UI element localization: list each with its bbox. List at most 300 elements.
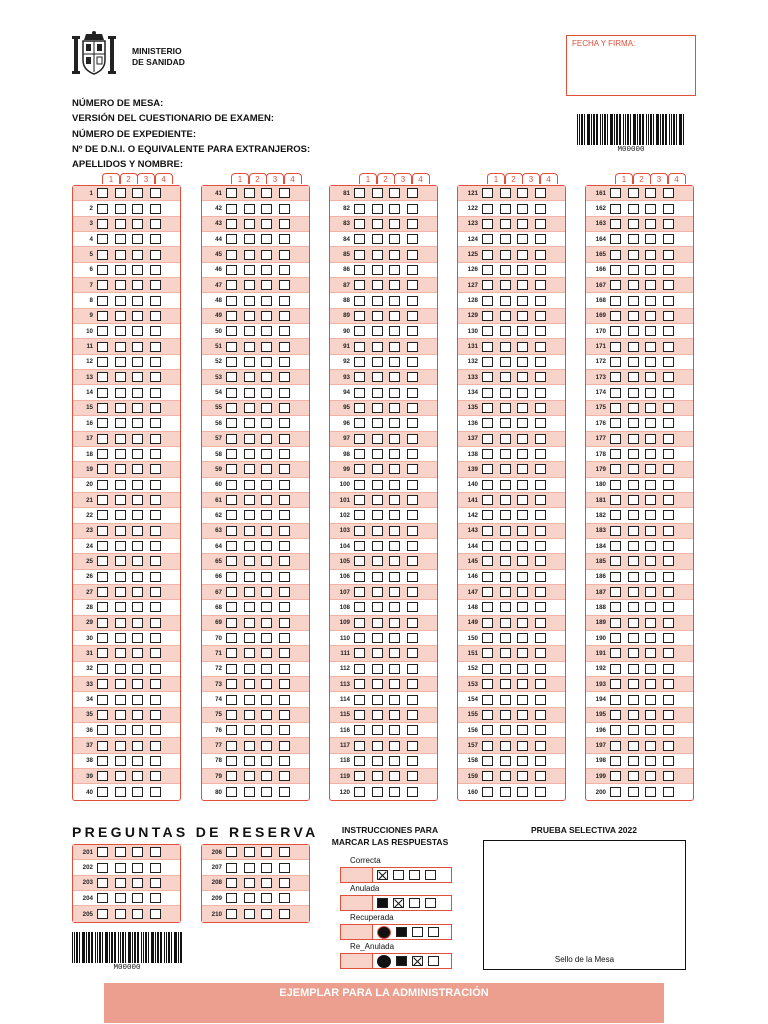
answer-checkbox[interactable] (535, 311, 546, 321)
answer-checkbox[interactable] (372, 572, 383, 582)
answer-checkbox[interactable] (244, 787, 255, 797)
answer-checkbox[interactable] (500, 556, 511, 566)
answer-checkbox[interactable] (628, 710, 639, 720)
answer-checkbox[interactable] (610, 679, 621, 689)
answer-checkbox[interactable] (407, 541, 418, 551)
answer-checkbox[interactable] (244, 480, 255, 490)
answer-checkbox[interactable] (279, 618, 290, 628)
answer-checkbox[interactable] (482, 771, 493, 781)
answer-checkbox[interactable] (115, 893, 126, 903)
answer-checkbox[interactable] (226, 572, 237, 582)
answer-checkbox[interactable] (500, 633, 511, 643)
answer-checkbox[interactable] (407, 219, 418, 229)
answer-checkbox[interactable] (500, 357, 511, 367)
answer-checkbox[interactable] (261, 234, 272, 244)
answer-checkbox[interactable] (132, 403, 143, 413)
answer-checkbox[interactable] (500, 296, 511, 306)
answer-checkbox[interactable] (663, 633, 674, 643)
answer-checkbox[interactable] (226, 311, 237, 321)
answer-checkbox[interactable] (244, 403, 255, 413)
answer-checkbox[interactable] (354, 265, 365, 275)
answer-checkbox[interactable] (115, 311, 126, 321)
answer-checkbox[interactable] (663, 449, 674, 459)
answer-checkbox[interactable] (663, 771, 674, 781)
answer-checkbox[interactable] (372, 541, 383, 551)
answer-checkbox[interactable] (372, 464, 383, 474)
answer-checkbox[interactable] (115, 357, 126, 367)
answer-checkbox[interactable] (389, 403, 400, 413)
answer-checkbox[interactable] (97, 648, 108, 658)
answer-checkbox[interactable] (279, 188, 290, 198)
answer-checkbox[interactable] (645, 710, 656, 720)
answer-checkbox[interactable] (663, 541, 674, 551)
answer-checkbox[interactable] (150, 602, 161, 612)
answer-checkbox[interactable] (645, 480, 656, 490)
answer-checkbox[interactable] (500, 602, 511, 612)
answer-checkbox[interactable] (244, 602, 255, 612)
answer-checkbox[interactable] (115, 204, 126, 214)
answer-checkbox[interactable] (610, 204, 621, 214)
answer-checkbox[interactable] (517, 756, 528, 766)
answer-checkbox[interactable] (482, 710, 493, 720)
answer-checkbox[interactable] (354, 710, 365, 720)
answer-checkbox[interactable] (610, 510, 621, 520)
answer-checkbox[interactable] (517, 326, 528, 336)
answer-checkbox[interactable] (279, 679, 290, 689)
answer-checkbox[interactable] (244, 418, 255, 428)
answer-checkbox[interactable] (97, 342, 108, 352)
answer-checkbox[interactable] (226, 541, 237, 551)
answer-checkbox[interactable] (261, 572, 272, 582)
answer-checkbox[interactable] (226, 756, 237, 766)
answer-checkbox[interactable] (407, 280, 418, 290)
answer-checkbox[interactable] (628, 418, 639, 428)
answer-checkbox[interactable] (115, 602, 126, 612)
answer-checkbox[interactable] (115, 388, 126, 398)
answer-checkbox[interactable] (261, 893, 272, 903)
answer-checkbox[interactable] (628, 725, 639, 735)
answer-checkbox[interactable] (132, 418, 143, 428)
answer-checkbox[interactable] (132, 587, 143, 597)
answer-checkbox[interactable] (261, 342, 272, 352)
answer-checkbox[interactable] (354, 403, 365, 413)
answer-checkbox[interactable] (517, 664, 528, 674)
answer-checkbox[interactable] (132, 863, 143, 873)
answer-checkbox[interactable] (354, 464, 365, 474)
answer-checkbox[interactable] (500, 342, 511, 352)
answer-checkbox[interactable] (97, 372, 108, 382)
answer-checkbox[interactable] (372, 756, 383, 766)
answer-checkbox[interactable] (407, 296, 418, 306)
answer-checkbox[interactable] (535, 250, 546, 260)
answer-checkbox[interactable] (244, 526, 255, 536)
answer-checkbox[interactable] (517, 741, 528, 751)
answer-checkbox[interactable] (645, 449, 656, 459)
answer-checkbox[interactable] (610, 787, 621, 797)
answer-checkbox[interactable] (645, 418, 656, 428)
answer-checkbox[interactable] (150, 587, 161, 597)
answer-checkbox[interactable] (97, 280, 108, 290)
answer-checkbox[interactable] (279, 480, 290, 490)
answer-checkbox[interactable] (517, 587, 528, 597)
answer-checkbox[interactable] (132, 495, 143, 505)
answer-checkbox[interactable] (663, 403, 674, 413)
answer-checkbox[interactable] (150, 250, 161, 260)
answer-checkbox[interactable] (372, 403, 383, 413)
answer-checkbox[interactable] (482, 787, 493, 797)
answer-checkbox[interactable] (261, 556, 272, 566)
answer-checkbox[interactable] (132, 372, 143, 382)
answer-checkbox[interactable] (610, 633, 621, 643)
answer-checkbox[interactable] (407, 756, 418, 766)
answer-checkbox[interactable] (132, 342, 143, 352)
answer-checkbox[interactable] (517, 418, 528, 428)
answer-checkbox[interactable] (372, 219, 383, 229)
answer-checkbox[interactable] (500, 449, 511, 459)
answer-checkbox[interactable] (407, 725, 418, 735)
answer-checkbox[interactable] (389, 204, 400, 214)
answer-checkbox[interactable] (645, 787, 656, 797)
answer-checkbox[interactable] (482, 250, 493, 260)
answer-checkbox[interactable] (372, 495, 383, 505)
answer-checkbox[interactable] (354, 526, 365, 536)
answer-checkbox[interactable] (663, 418, 674, 428)
answer-checkbox[interactable] (372, 664, 383, 674)
answer-checkbox[interactable] (535, 372, 546, 382)
answer-checkbox[interactable] (535, 449, 546, 459)
answer-checkbox[interactable] (279, 265, 290, 275)
answer-checkbox[interactable] (244, 741, 255, 751)
answer-checkbox[interactable] (645, 403, 656, 413)
answer-checkbox[interactable] (372, 679, 383, 689)
answer-checkbox[interactable] (372, 296, 383, 306)
answer-checkbox[interactable] (517, 234, 528, 244)
answer-checkbox[interactable] (535, 787, 546, 797)
answer-checkbox[interactable] (261, 847, 272, 857)
answer-checkbox[interactable] (226, 326, 237, 336)
answer-checkbox[interactable] (628, 464, 639, 474)
answer-checkbox[interactable] (407, 311, 418, 321)
answer-checkbox[interactable] (500, 587, 511, 597)
answer-checkbox[interactable] (610, 188, 621, 198)
answer-checkbox[interactable] (226, 893, 237, 903)
answer-checkbox[interactable] (663, 480, 674, 490)
answer-checkbox[interactable] (354, 787, 365, 797)
answer-checkbox[interactable] (97, 326, 108, 336)
answer-checkbox[interactable] (535, 541, 546, 551)
answer-checkbox[interactable] (115, 572, 126, 582)
answer-checkbox[interactable] (279, 878, 290, 888)
answer-checkbox[interactable] (115, 495, 126, 505)
answer-checkbox[interactable] (645, 388, 656, 398)
answer-checkbox[interactable] (132, 572, 143, 582)
answer-checkbox[interactable] (535, 710, 546, 720)
answer-checkbox[interactable] (372, 188, 383, 198)
answer-checkbox[interactable] (244, 771, 255, 781)
answer-checkbox[interactable] (115, 556, 126, 566)
answer-checkbox[interactable] (261, 510, 272, 520)
answer-checkbox[interactable] (97, 234, 108, 244)
answer-checkbox[interactable] (354, 188, 365, 198)
answer-checkbox[interactable] (645, 679, 656, 689)
answer-checkbox[interactable] (115, 664, 126, 674)
answer-checkbox[interactable] (150, 296, 161, 306)
answer-checkbox[interactable] (645, 250, 656, 260)
answer-checkbox[interactable] (354, 556, 365, 566)
answer-checkbox[interactable] (500, 265, 511, 275)
answer-checkbox[interactable] (226, 342, 237, 352)
answer-checkbox[interactable] (610, 250, 621, 260)
answer-checkbox[interactable] (279, 296, 290, 306)
answer-checkbox[interactable] (500, 234, 511, 244)
answer-checkbox[interactable] (645, 771, 656, 781)
answer-checkbox[interactable] (150, 449, 161, 459)
answer-checkbox[interactable] (517, 572, 528, 582)
answer-checkbox[interactable] (132, 787, 143, 797)
answer-checkbox[interactable] (628, 326, 639, 336)
answer-checkbox[interactable] (535, 526, 546, 536)
answer-checkbox[interactable] (610, 756, 621, 766)
answer-checkbox[interactable] (354, 695, 365, 705)
answer-checkbox[interactable] (500, 403, 511, 413)
answer-checkbox[interactable] (610, 618, 621, 628)
answer-checkbox[interactable] (610, 664, 621, 674)
answer-checkbox[interactable] (517, 311, 528, 321)
answer-checkbox[interactable] (517, 618, 528, 628)
answer-checkbox[interactable] (407, 618, 418, 628)
answer-checkbox[interactable] (244, 847, 255, 857)
answer-checkbox[interactable] (407, 342, 418, 352)
answer-checkbox[interactable] (389, 618, 400, 628)
answer-checkbox[interactable] (535, 434, 546, 444)
answer-checkbox[interactable] (663, 602, 674, 612)
answer-checkbox[interactable] (150, 633, 161, 643)
answer-checkbox[interactable] (261, 741, 272, 751)
answer-checkbox[interactable] (372, 388, 383, 398)
answer-checkbox[interactable] (226, 357, 237, 367)
answer-checkbox[interactable] (517, 403, 528, 413)
answer-checkbox[interactable] (261, 587, 272, 597)
answer-checkbox[interactable] (261, 449, 272, 459)
answer-checkbox[interactable] (150, 265, 161, 275)
answer-checkbox[interactable] (261, 618, 272, 628)
answer-checkbox[interactable] (115, 587, 126, 597)
answer-checkbox[interactable] (372, 556, 383, 566)
answer-checkbox[interactable] (610, 449, 621, 459)
answer-checkbox[interactable] (279, 541, 290, 551)
answer-checkbox[interactable] (150, 572, 161, 582)
answer-checkbox[interactable] (97, 572, 108, 582)
answer-checkbox[interactable] (150, 188, 161, 198)
answer-checkbox[interactable] (389, 572, 400, 582)
answer-checkbox[interactable] (389, 495, 400, 505)
answer-checkbox[interactable] (663, 495, 674, 505)
answer-checkbox[interactable] (279, 234, 290, 244)
answer-checkbox[interactable] (354, 234, 365, 244)
answer-checkbox[interactable] (500, 710, 511, 720)
answer-checkbox[interactable] (115, 403, 126, 413)
answer-checkbox[interactable] (372, 280, 383, 290)
answer-checkbox[interactable] (150, 480, 161, 490)
answer-checkbox[interactable] (407, 250, 418, 260)
answer-checkbox[interactable] (517, 510, 528, 520)
answer-checkbox[interactable] (663, 510, 674, 520)
answer-checkbox[interactable] (150, 234, 161, 244)
answer-checkbox[interactable] (645, 556, 656, 566)
answer-checkbox[interactable] (115, 679, 126, 689)
answer-checkbox[interactable] (535, 556, 546, 566)
answer-checkbox[interactable] (500, 695, 511, 705)
answer-checkbox[interactable] (500, 204, 511, 214)
answer-checkbox[interactable] (389, 741, 400, 751)
answer-checkbox[interactable] (132, 326, 143, 336)
answer-checkbox[interactable] (663, 250, 674, 260)
answer-checkbox[interactable] (628, 771, 639, 781)
answer-checkbox[interactable] (226, 296, 237, 306)
answer-checkbox[interactable] (244, 296, 255, 306)
answer-checkbox[interactable] (226, 265, 237, 275)
answer-checkbox[interactable] (261, 771, 272, 781)
answer-checkbox[interactable] (389, 326, 400, 336)
answer-checkbox[interactable] (389, 541, 400, 551)
answer-checkbox[interactable] (279, 372, 290, 382)
answer-checkbox[interactable] (407, 556, 418, 566)
answer-checkbox[interactable] (261, 326, 272, 336)
answer-checkbox[interactable] (628, 679, 639, 689)
answer-checkbox[interactable] (663, 556, 674, 566)
answer-checkbox[interactable] (226, 526, 237, 536)
answer-checkbox[interactable] (535, 204, 546, 214)
answer-checkbox[interactable] (279, 771, 290, 781)
answer-checkbox[interactable] (226, 633, 237, 643)
answer-checkbox[interactable] (261, 863, 272, 873)
answer-checkbox[interactable] (372, 695, 383, 705)
answer-checkbox[interactable] (389, 357, 400, 367)
answer-checkbox[interactable] (372, 587, 383, 597)
answer-checkbox[interactable] (610, 296, 621, 306)
answer-checkbox[interactable] (261, 695, 272, 705)
answer-checkbox[interactable] (97, 771, 108, 781)
answer-checkbox[interactable] (482, 388, 493, 398)
answer-checkbox[interactable] (132, 526, 143, 536)
answer-checkbox[interactable] (150, 695, 161, 705)
answer-checkbox[interactable] (354, 741, 365, 751)
answer-checkbox[interactable] (115, 633, 126, 643)
answer-checkbox[interactable] (261, 388, 272, 398)
answer-checkbox[interactable] (354, 280, 365, 290)
answer-checkbox[interactable] (244, 587, 255, 597)
answer-checkbox[interactable] (389, 311, 400, 321)
answer-checkbox[interactable] (500, 434, 511, 444)
answer-checkbox[interactable] (97, 756, 108, 766)
answer-checkbox[interactable] (628, 633, 639, 643)
answer-checkbox[interactable] (500, 756, 511, 766)
answer-checkbox[interactable] (150, 787, 161, 797)
answer-checkbox[interactable] (115, 725, 126, 735)
answer-checkbox[interactable] (279, 449, 290, 459)
answer-checkbox[interactable] (97, 296, 108, 306)
answer-checkbox[interactable] (628, 587, 639, 597)
answer-checkbox[interactable] (261, 633, 272, 643)
answer-checkbox[interactable] (645, 725, 656, 735)
answer-checkbox[interactable] (244, 695, 255, 705)
answer-checkbox[interactable] (407, 664, 418, 674)
answer-checkbox[interactable] (610, 311, 621, 321)
answer-checkbox[interactable] (663, 618, 674, 628)
answer-checkbox[interactable] (97, 878, 108, 888)
answer-checkbox[interactable] (500, 725, 511, 735)
answer-checkbox[interactable] (261, 219, 272, 229)
answer-checkbox[interactable] (407, 204, 418, 214)
answer-checkbox[interactable] (244, 618, 255, 628)
answer-checkbox[interactable] (97, 388, 108, 398)
answer-checkbox[interactable] (132, 541, 143, 551)
field-numero-mesa[interactable]: NÚMERO DE MESA: (72, 98, 164, 109)
answer-checkbox[interactable] (115, 787, 126, 797)
answer-checkbox[interactable] (407, 464, 418, 474)
answer-checkbox[interactable] (389, 296, 400, 306)
answer-checkbox[interactable] (132, 679, 143, 689)
answer-checkbox[interactable] (500, 372, 511, 382)
answer-checkbox[interactable] (407, 418, 418, 428)
answer-checkbox[interactable] (517, 280, 528, 290)
answer-checkbox[interactable] (150, 648, 161, 658)
answer-checkbox[interactable] (115, 234, 126, 244)
answer-checkbox[interactable] (226, 847, 237, 857)
answer-checkbox[interactable] (261, 403, 272, 413)
answer-checkbox[interactable] (115, 710, 126, 720)
answer-checkbox[interactable] (610, 572, 621, 582)
answer-checkbox[interactable] (535, 219, 546, 229)
answer-checkbox[interactable] (354, 219, 365, 229)
answer-checkbox[interactable] (279, 326, 290, 336)
answer-checkbox[interactable] (500, 480, 511, 490)
answer-checkbox[interactable] (226, 418, 237, 428)
answer-checkbox[interactable] (372, 449, 383, 459)
answer-checkbox[interactable] (610, 710, 621, 720)
answer-checkbox[interactable] (97, 464, 108, 474)
answer-checkbox[interactable] (279, 602, 290, 612)
answer-checkbox[interactable] (663, 342, 674, 352)
answer-checkbox[interactable] (261, 280, 272, 290)
answer-checkbox[interactable] (132, 449, 143, 459)
answer-checkbox[interactable] (482, 664, 493, 674)
answer-checkbox[interactable] (132, 633, 143, 643)
answer-checkbox[interactable] (645, 648, 656, 658)
answer-checkbox[interactable] (407, 787, 418, 797)
answer-checkbox[interactable] (500, 311, 511, 321)
answer-checkbox[interactable] (663, 587, 674, 597)
answer-checkbox[interactable] (244, 863, 255, 873)
answer-checkbox[interactable] (279, 464, 290, 474)
answer-checkbox[interactable] (610, 357, 621, 367)
answer-checkbox[interactable] (610, 587, 621, 597)
answer-checkbox[interactable] (226, 863, 237, 873)
answer-checkbox[interactable] (628, 526, 639, 536)
answer-checkbox[interactable] (132, 265, 143, 275)
answer-checkbox[interactable] (389, 710, 400, 720)
answer-checkbox[interactable] (132, 296, 143, 306)
answer-checkbox[interactable] (610, 541, 621, 551)
answer-checkbox[interactable] (663, 188, 674, 198)
answer-checkbox[interactable] (482, 219, 493, 229)
answer-checkbox[interactable] (132, 280, 143, 290)
answer-checkbox[interactable] (115, 526, 126, 536)
answer-checkbox[interactable] (389, 526, 400, 536)
answer-checkbox[interactable] (132, 250, 143, 260)
answer-checkbox[interactable] (372, 526, 383, 536)
field-version-cuestionario[interactable]: VERSIÓN DEL CUESTIONARIO DE EXAMEN: (72, 113, 274, 125)
